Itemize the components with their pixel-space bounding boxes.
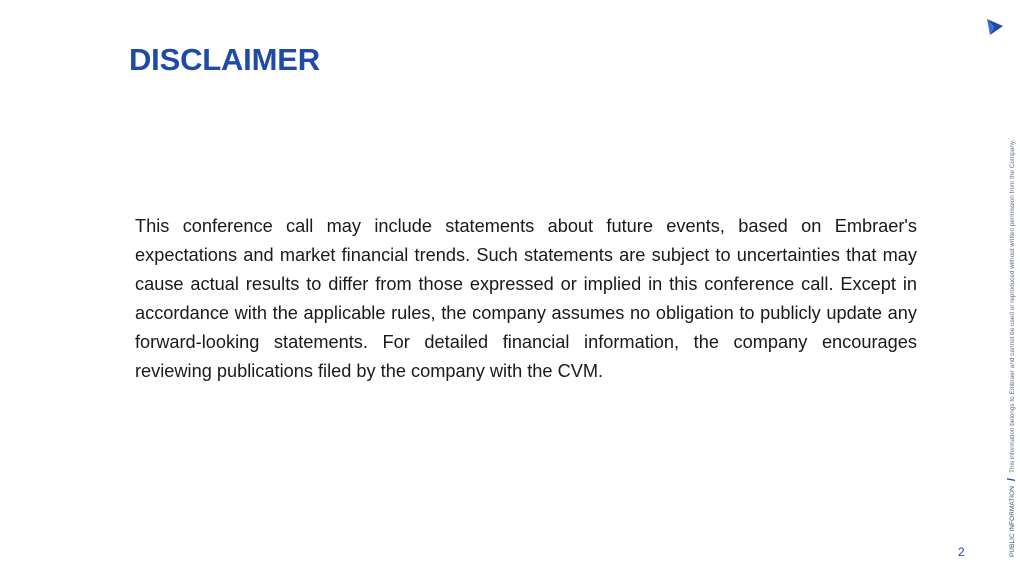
embraer-arrow-icon: [986, 18, 1004, 36]
page-number: 2: [958, 545, 965, 559]
rail-separator: /: [1006, 478, 1018, 482]
classification-label: PUBLIC INFORMATION: [1009, 486, 1016, 557]
page-title: DISCLAIMER: [129, 42, 320, 77]
disclaimer-text: This conference call may include statements about future events, based on Embraer's expectations and market financial trends. Such statements are subject to uncertainties that may cause actual results to differ from those expressed or implied in this conference call. Except in accordance with the applicable rules, the company assumes no obligation to publicly update any forward-looking statements. For detailed financial information, the company encourages reviewing publications filed by the company with the CVM.: [135, 216, 917, 381]
side-rail: [1007, 140, 1018, 557]
confidentiality-notice: This information belongs to Embraer and cannot be used or reproduced without written permission from the Company.: [1009, 139, 1016, 474]
